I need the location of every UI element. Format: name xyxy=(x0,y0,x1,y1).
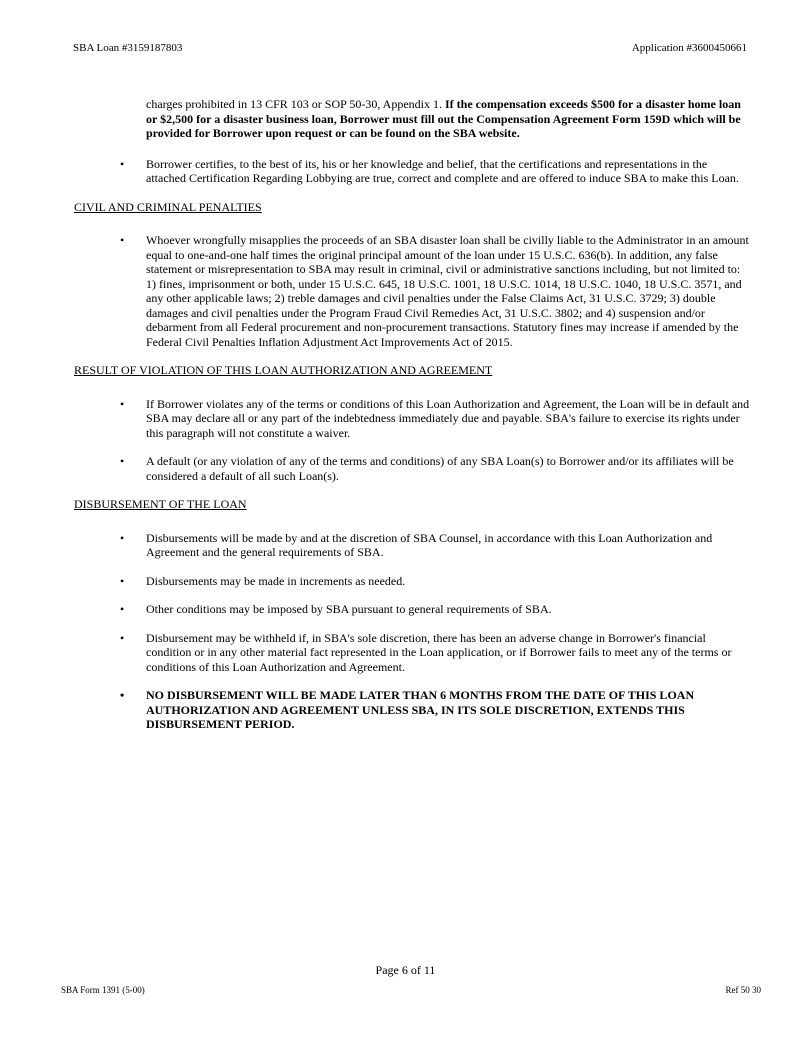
bullet-icon: • xyxy=(120,630,125,645)
disbursement-text: Disbursements will be made by and at the discretion of SBA Counsel, in accordance with this Loan Authorization and Agreement and the general requirements of SBA. xyxy=(146,530,713,559)
bullet-icon: • xyxy=(120,688,125,702)
civil-penalties-heading: CIVIL AND CRIMINAL PENALTIES xyxy=(74,199,262,214)
violation-heading: RESULT OF VIOLATION OF THIS LOAN AUTHORIZATION AND AGREEMENT xyxy=(74,363,493,377)
intro-paragraph xyxy=(146,97,750,141)
bullet-icon: • xyxy=(120,396,125,411)
violation-text: A default (or any violation of any of the terms and conditions) of any SBA Loan(s) to Borrower and/or its affiliates will be considered a default of all such Loan(s). xyxy=(146,454,734,483)
disbursement-text: Disbursement may be withheld if, in SBA's sole discretion, there has been an adverse change in Borrower's financial condition or in any other material fact represented in the Loan application, or if Borrower fails to meet any of the terms or conditions of this Loan Authorization and Agreement. xyxy=(146,630,732,674)
violation-item xyxy=(120,396,750,441)
violation-text: If Borrower violates any of the terms or conditions of this Loan Authorization and Agreement, the Loan will be in default and SBA may declare all or any part of the indebtedness immediately due and payable. SBA's failure to exercise its rights under this paragraph will not constitute a waiver. xyxy=(146,396,750,440)
disbursement-heading: DISBURSEMENT OF THE LOAN xyxy=(74,497,247,511)
footer-reference: Ref 50 30 xyxy=(725,985,761,995)
bullet-icon: • xyxy=(120,233,125,247)
lobbying-certification-item xyxy=(120,156,750,186)
disbursement-deadline-text: NO DISBURSEMENT WILL BE MADE LATER THAN 6 MONTHS FROM THE DATE OF THIS LOAN AUTHORIZATION AND AGREEMENT UNLESS SBA, IN ITS SOLE DISCRETION, EXTENDS THIS DISBURSEMENT PERIOD. xyxy=(146,688,695,731)
disbursement-text: Other conditions may be imposed by SBA pursuant to general requirements of SBA. xyxy=(146,602,552,616)
header-application-number: Application #3600450661 xyxy=(631,42,747,54)
page-number: Page 6 of 11 xyxy=(375,963,436,977)
violation-item xyxy=(120,454,750,483)
intro-bold-text: If the compensation exceeds $500 for a disaster home loan or $2,500 for a disaster business loan, Borrower must fill out the Compensation Agreement Form 159D which will be provided for Borrower upon request or can be found on the SBA website. xyxy=(146,97,741,140)
document-body xyxy=(74,97,750,746)
bullet-icon: • xyxy=(120,530,125,545)
footer-form-number: SBA Form 1391 (5-00) xyxy=(61,985,145,995)
disbursement-text: Disbursements may be made in increments as needed. xyxy=(146,573,406,588)
disbursement-deadline-item xyxy=(120,688,750,732)
bullet-icon: • xyxy=(120,156,125,171)
bullet-icon: • xyxy=(120,573,125,588)
civil-penalties-item xyxy=(120,233,750,349)
intro-text: charges prohibited in 13 CFR 103 or SOP 50-30, Appendix 1. xyxy=(146,97,445,111)
bullet-icon: • xyxy=(120,602,125,616)
disbursement-item xyxy=(120,602,750,617)
disbursement-item xyxy=(120,573,750,589)
header-loan-number: SBA Loan #3159187803 xyxy=(73,42,183,54)
lobbying-certification-text: Borrower certifies, to the best of its, his or her knowledge and belief, that the certifications and representations in the attached Certification Regarding Lobbying are true, correct and complete and are offered to induce SBA to make this Loan. xyxy=(146,156,739,185)
civil-penalties-text: Whoever wrongfully misapplies the proceeds of an SBA disaster loan shall be civilly liable to the Administrator in an amount equal to one-and-one half times the original principal amount of the loan under 15 U.S.C. 636(b). In addition, any false statement or misrepresentation to SBA may result in criminal, civil or administrative sanctions including, but not limited to: 1) fines, imprisonment or both, under 15 U.S.C. 645, 18 U.S.C. 1001, 18 U.S.C. 1014, 18 U.S.C. 1040, 18 U.S.C. 3571, and any other applicable laws; 2) treble damages and civil penalties under the False Claims Act, 31 U.S.C. 3729; 3) double damages and civil penalties under the Program Fraud Civil Remedies Act, 31 U.S.C. 3802; and 4) suspension and/or debarment from all Federal procurement and non-procurement transactions. Statutory fines may increase if amended by the Federal Civil Penalties Inflation Adjustment Act Improvements Act of 2015. xyxy=(146,233,749,349)
disbursement-item xyxy=(120,530,750,560)
disbursement-item xyxy=(120,630,750,675)
bullet-icon: • xyxy=(120,454,125,468)
